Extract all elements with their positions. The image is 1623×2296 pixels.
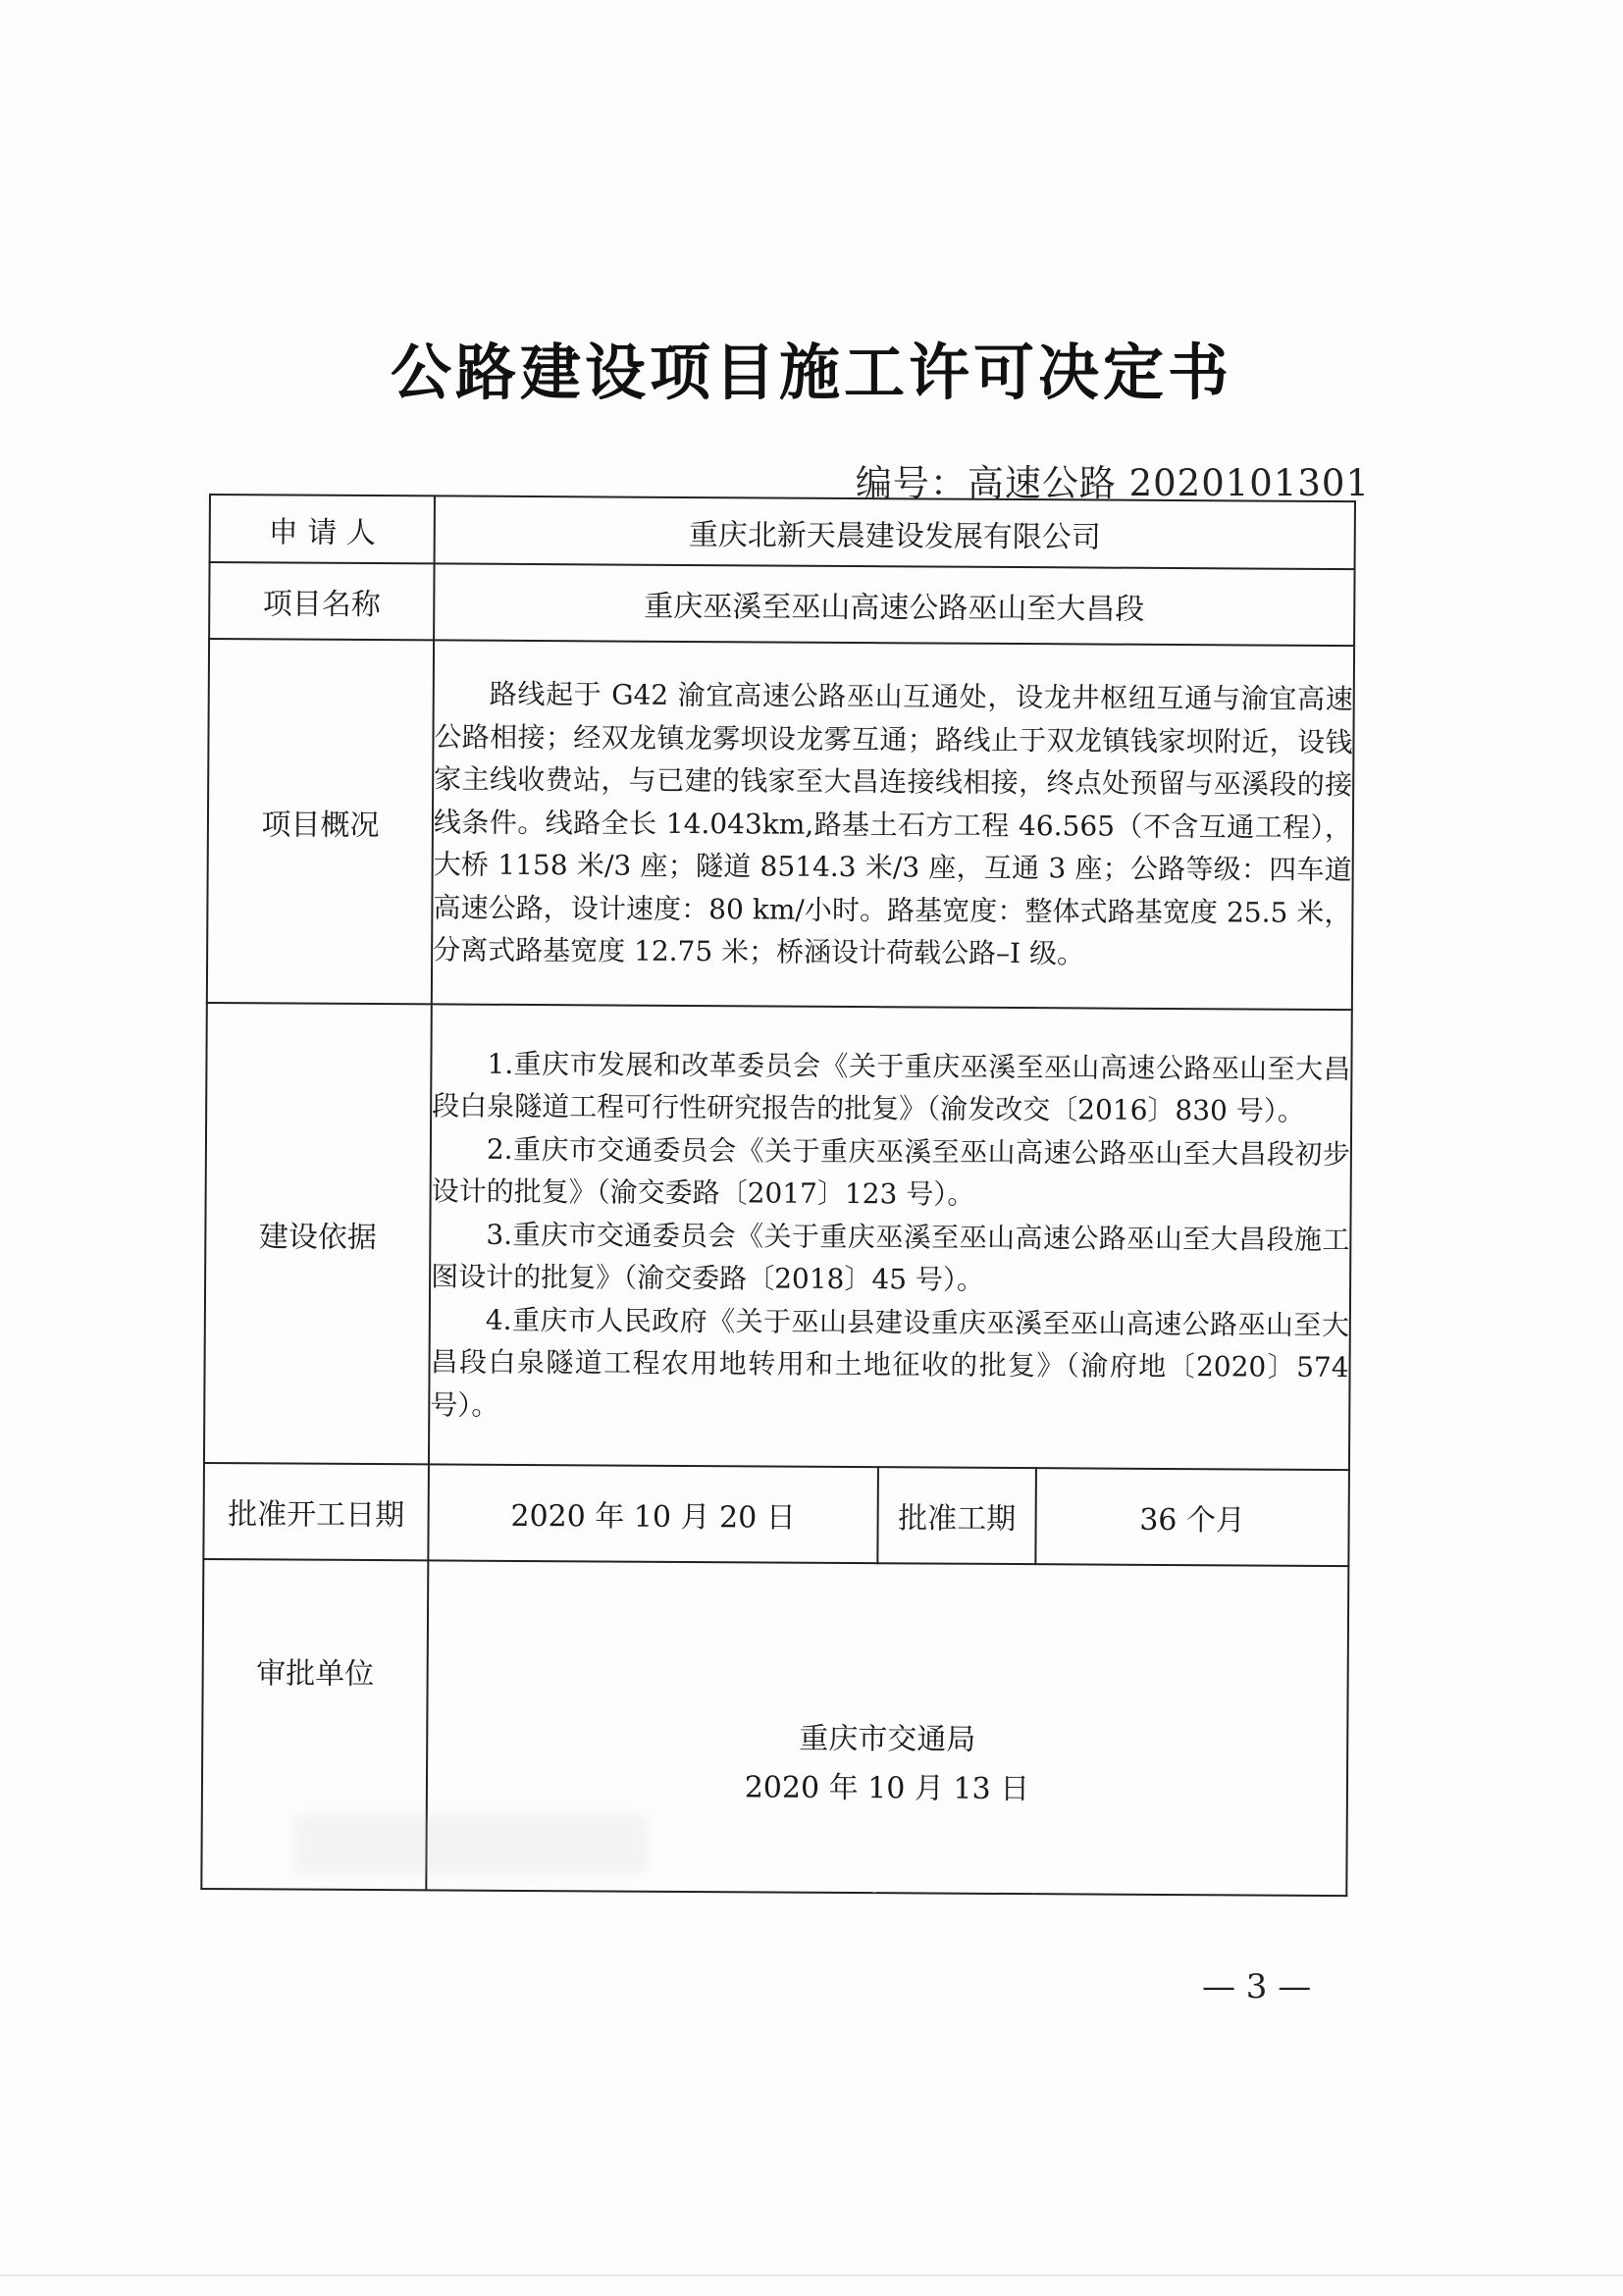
document-title: 公路建设项目施工许可决定书 [390, 337, 1232, 408]
basis-item: 4.重庆市人民政府《关于巫山县建设重庆巫溪至巫山高速公路巫山至大昌段白泉隧道工程农用地转用和土地征收的批复》（渝府地〔2020〕574 号）。 [430, 1303, 1349, 1422]
overview-label: 项目概况 [207, 639, 434, 1004]
overview-cell [432, 640, 1354, 1010]
applicant-label: 申 请 人 [210, 495, 435, 563]
basis-item: 1.重庆市发展和改革委员会《关于重庆巫溪至巫山高速公路巫山至大昌段白泉隧道工程可行性研究报告的批复》（渝发改交〔2016〕830 号）。 [432, 1047, 1351, 1128]
basis-item: 3.重庆市交通委员会《关于重庆巫溪至巫山高速公路巫山至大昌段施工图设计的批复》（渝交委路〔2018〕45 号）。 [431, 1218, 1350, 1297]
row-basis [204, 1003, 1352, 1470]
start-date-value: 2020 年 10 月 20 日 [428, 1464, 878, 1563]
page-number: — 3 — [1202, 1967, 1312, 2007]
applicant-value: 重庆北新天晨建设发展有限公司 [435, 496, 1355, 569]
approver-label: 审批单位 [201, 1559, 428, 1890]
document-number: 编号：高速公路 2020101301 [855, 462, 1370, 504]
overview-text: 路线起于 G42 渝宜高速公路巫山互通处，设龙井枢纽互通与渝宜高速公路相接；经双龙镇龙雾坝设龙雾互通；路线止于双龙镇钱家坝附近，设钱家主线收费站，与已建的钱家至大昌连接线相接，终点处预留与巫溪段的接线条件。线路全长 14.043km,路基土石方工程 46.565（不含互通工程），大桥 1158 米/3 座；隧道 8514.3 米/3 座，互通 3 座；公路等级：四车道高速公路，设计速度：80 km/小时。路基宽度：整体式路基宽度 25.5 米，分离式路基宽度 12.75 米；桥涵设计荷载公路–I 级。 [433, 677, 1353, 970]
row-overview [207, 639, 1354, 1010]
scan-smudge [294, 1815, 648, 1874]
approver-date: 2020 年 10 月 13 日 [744, 1770, 1030, 1807]
duration-value: 36 个月 [1035, 1468, 1349, 1566]
basis-item: 2.重庆市交通委员会《关于重庆巫溪至巫山高速公路巫山至大昌段初步设计的批复》（渝交委路〔2017〕123 号）。 [431, 1132, 1351, 1212]
basis-cell [429, 1004, 1352, 1470]
approver-org: 重庆市交通局 [799, 1721, 976, 1757]
start-date-label: 批准开工日期 [203, 1463, 429, 1560]
permit-table [200, 494, 1356, 1897]
row-project-name [209, 562, 1354, 646]
row-dates [203, 1463, 1349, 1566]
project-name-label: 项目名称 [209, 562, 434, 640]
row-applicant [210, 495, 1355, 569]
duration-label: 批准工期 [877, 1467, 1036, 1564]
project-name-value: 重庆巫溪至巫山高速公路巫山至大昌段 [434, 563, 1354, 646]
basis-label: 建设依据 [204, 1003, 432, 1464]
scan-edge [0, 2274, 1623, 2276]
